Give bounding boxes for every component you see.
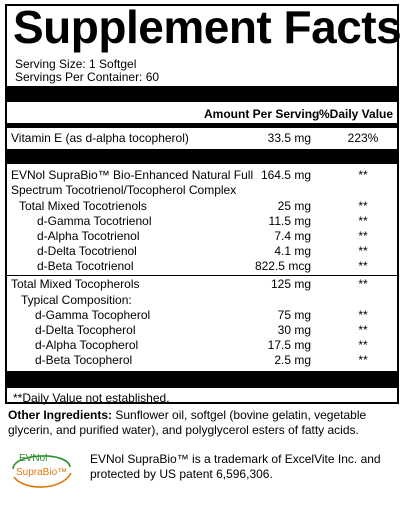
row-divider [7,275,397,276]
nutrient-name: Total Mixed Tocopherols [11,277,140,291]
servings-per-container: Servings Per Container: 60 [15,70,160,84]
supplement-facts-panel [5,1,402,405]
nutrient-dv: ** [358,338,368,352]
other-ingredients-label: Other Ingredients: [8,408,113,422]
daily-value-header: %Daily Value [319,107,394,121]
nutrient-name: Vitamin E (as d-alpha tocopherol) [11,131,189,145]
nutrient-dv: ** [358,168,368,182]
table-row [7,259,397,274]
nutrient-dv: ** [358,353,368,367]
table-row [7,244,397,259]
table-row [7,277,397,292]
nutrient-dv: ** [358,214,368,228]
nutrient-name: d-Beta Tocotrienol [37,259,134,273]
nutrient-name: Spectrum Tocotrienol/Tocopherol Complex [11,183,237,197]
nutrient-amount: 4.1 mg [274,244,311,258]
table-row [7,183,397,198]
table-row [7,308,397,323]
table-row [7,199,397,214]
logo-text-suprabio: SupraBio™ [16,467,68,478]
nutrient-dv: ** [358,229,368,243]
nutrient-amount: 822.5 mcg [254,259,311,273]
nutrient-amount: 75 mg [277,308,311,322]
table-row [7,338,397,353]
nutrient-dv: ** [358,259,368,273]
nutrient-amount: 2.5 mg [274,353,311,367]
nutrient-dv: ** [358,323,368,337]
table-row [7,131,397,146]
nutrient-name: d-Alpha Tocopherol [35,338,139,352]
nutrient-dv: ** [358,277,368,291]
nutrient-amount: 30 mg [277,323,311,337]
nutrient-dv: ** [358,199,368,213]
other-ingredients-text: Sunflower oil, softgel (bovine gelatin, vegetable glycerin, and purified water), and polyglycerol esters of fatty acids. [8,408,367,437]
evnol-suprabio-logo [10,447,74,493]
logo-text-evnol: EVNol [19,453,48,464]
bottom-divider [7,371,397,388]
serving-size: Serving Size: 1 Softgel [15,57,137,71]
table-row [7,214,397,229]
section-divider [7,149,397,164]
nutrient-name: d-Beta Tocopherol [35,353,133,367]
nutrient-name: d-Gamma Tocotrienol [37,214,152,228]
nutrient-dv: 223% [347,131,379,145]
nutrient-name: d-Delta Tocotrienol [37,244,137,258]
nutrient-name: Total Mixed Tocotrienols [19,199,147,213]
nutrient-name: d-Alpha Tocotrienol [37,229,140,243]
table-row [7,323,397,338]
nutrient-amount: 7.4 mg [274,229,311,243]
nutrient-amount: 125 mg [270,277,311,291]
nutrient-amount: 17.5 mg [267,338,311,352]
amount-per-serving-header: Amount Per Serving [204,107,320,121]
trademark-notice: EVNol SupraBio™ is a trademark of ExcelVite Inc. and protected by US patent 6,596,306. [90,452,381,481]
nutrient-name: Typical Composition: [21,293,132,307]
nutrient-amount: 25 mg [277,199,311,213]
nutrient-dv: ** [358,244,368,258]
nutrient-amount: 33.5 mg [267,131,311,145]
nutrient-amount: 164.5 mg [260,168,311,182]
nutrient-amount: 11.5 mg [268,214,311,228]
dv-footnote: **Daily Value not established. [13,391,170,405]
table-row [7,353,397,368]
table-row [7,168,397,183]
panel-title: Supplement Facts [13,1,402,53]
other-ingredients [8,408,403,438]
header-divider [7,123,397,128]
table-row [7,229,397,244]
thick-divider [7,86,397,102]
table-row [7,293,397,308]
nutrient-dv: ** [358,308,368,322]
nutrient-name: d-Delta Tocopherol [35,323,136,337]
nutrient-name: EVNol SupraBio™ Bio-Enhanced Natural Full [11,168,254,182]
nutrient-name: d-Gamma Tocopherol [35,308,151,322]
